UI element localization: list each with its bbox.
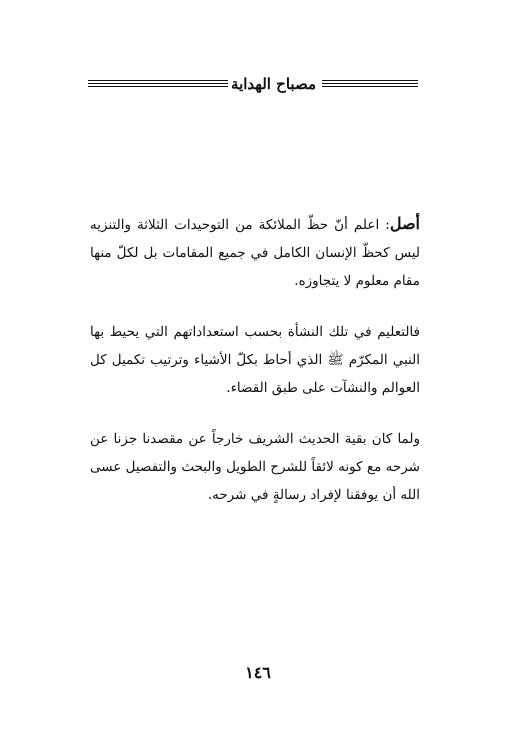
section-heading: أصل bbox=[389, 214, 420, 233]
header-rule-left bbox=[88, 80, 228, 88]
paragraph-3-text: ولما كان بقية الحديث الشريف خارجاً عن مقصدنا جزنا عن شرحه مع كونه لائقاً للشرح الطويل والبحث والتفصيل عسى الله أن يوفقنا لإفراد رسالةٍ في شرحه. bbox=[90, 431, 420, 503]
paragraph-3 bbox=[90, 425, 420, 509]
paragraph-2-text: فالتعليم في تلك النشأة بحسب استعداداتهم التي يحيط بها النبي المكرّم ﷺ الذي أحاط بكلّ الأشياء وترتيب تكميل كل العوالم والنشآت على طبق القضاء. bbox=[90, 324, 420, 396]
header-rule-right bbox=[322, 80, 418, 88]
page-number: ١٤٦ bbox=[245, 663, 271, 682]
paragraph-1-text: اعلم أنّ حظّ الملائكة من التوحيدات الثلاثة والتنزيه ليس كحظّ الإنسان الكامل في جميع المقامات بل لكلّ منها مقام معلوم لا يتجاوزه. bbox=[90, 217, 420, 289]
heading-separator: : bbox=[379, 217, 390, 233]
header-title: مصباح الهداية bbox=[231, 75, 316, 93]
paragraph-2 bbox=[90, 318, 420, 402]
paragraph-1 bbox=[90, 210, 420, 295]
running-header bbox=[88, 72, 418, 98]
body-text bbox=[90, 210, 420, 532]
